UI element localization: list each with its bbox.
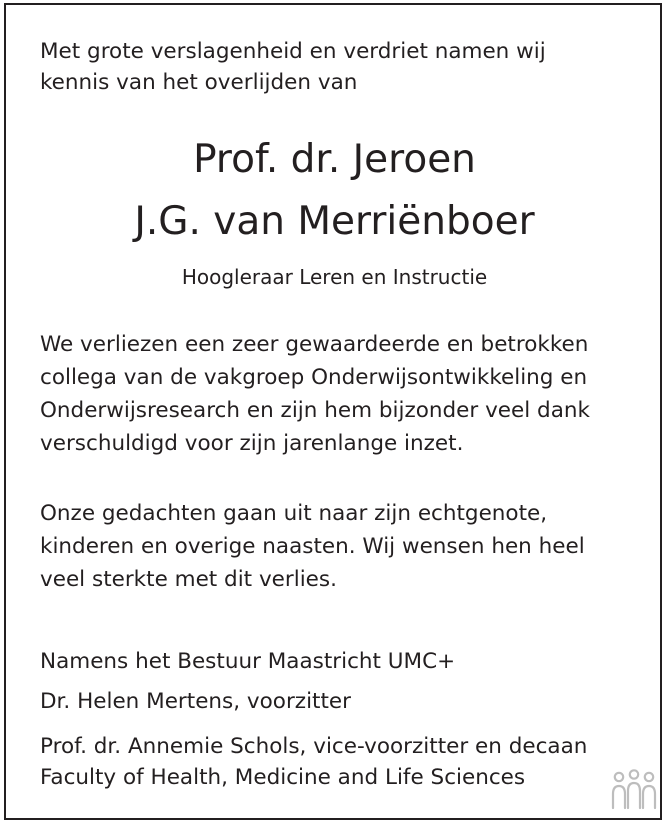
signature-chair: Dr. Helen Mertens, voorzitter	[40, 689, 351, 714]
signature-on-behalf: Namens het Bestuur Maastricht UMC+	[40, 649, 456, 674]
paragraph-line: verschuldigd voor zijn jarenlange inzet.	[40, 431, 464, 456]
deceased-role: Hoogleraar Leren en Instructie	[181, 265, 488, 289]
paragraph-line: We verliezen een zeer gewaardeerde en betrokken	[40, 332, 589, 357]
paragraph-line: veel sterkte met dit verlies.	[40, 567, 337, 592]
paragraph-line: Onderwijsresearch en zijn hem bijzonder veel dank	[40, 398, 590, 423]
deceased-name-line-1: Prof. dr. Jeroen	[193, 137, 476, 182]
signature-vice-chair	[40, 731, 587, 793]
condolence-paragraph	[40, 497, 640, 596]
tribute-paragraph	[40, 328, 640, 460]
intro-line: Met grote verslagenheid en verdriet namen wij	[40, 39, 546, 64]
signature-line: Faculty of Health, Medicine and Life Sciences	[40, 765, 526, 790]
people-group-icon	[610, 768, 658, 812]
signature-line: Prof. dr. Annemie Schols, vice-voorzitter en decaan	[40, 734, 588, 759]
paragraph-line: collega van de vakgroep Onderwijsontwikkeling en	[40, 365, 588, 390]
paragraph-line: Onze gedachten gaan uit naar zijn echtgenote,	[40, 501, 548, 526]
paragraph-line: kinderen en overige naasten. Wij wensen hen heel	[40, 534, 585, 559]
deceased-name-line-2: J.G. van Merriënboer	[134, 199, 535, 244]
intro-text	[40, 36, 630, 98]
intro-line: kennis van het overlijden van	[40, 70, 358, 95]
